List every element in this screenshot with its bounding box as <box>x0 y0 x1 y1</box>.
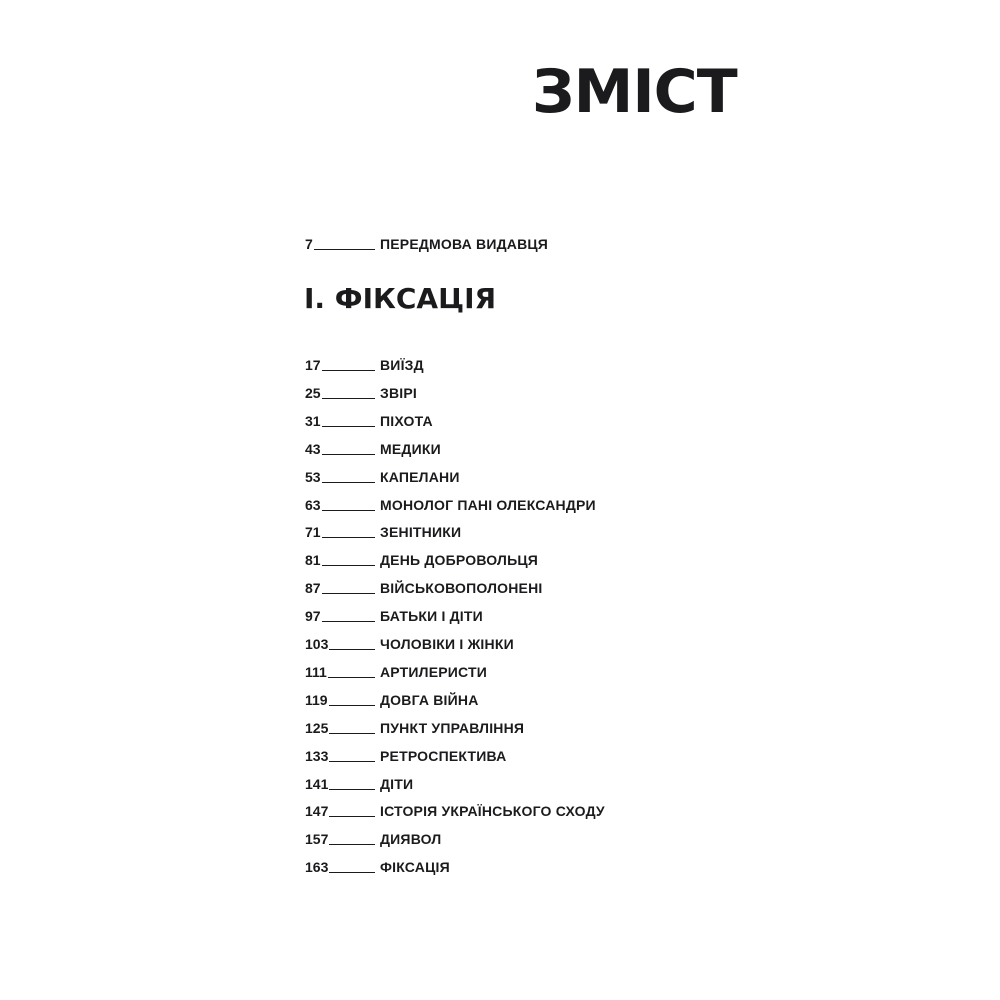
toc-page-number: 25 <box>305 384 321 401</box>
toc-leader-line <box>329 844 375 845</box>
toc-entry-title: ЧОЛОВІКИ І ЖІНКИ <box>380 636 514 652</box>
toc-leader-line <box>329 649 375 650</box>
toc-entry-title: ПЕРЕДМОВА ВИДАВЦЯ <box>380 236 549 252</box>
toc-leader-line <box>322 454 375 455</box>
toc-page-number: 63 <box>305 496 321 513</box>
toc-entry-title: БАТЬКИ І ДІТИ <box>380 608 483 625</box>
toc-entry[interactable] <box>305 522 462 542</box>
toc-entry[interactable] <box>305 439 441 459</box>
toc-leader-line <box>322 621 375 622</box>
toc-entry-title: ВИЇЗД <box>380 357 424 373</box>
toc-page-number: 157 <box>305 831 329 848</box>
toc-page-number: 141 <box>305 775 329 792</box>
toc-entry[interactable] <box>305 355 424 375</box>
toc-leader-line <box>329 816 375 817</box>
toc-entry-title: ДІТИ <box>380 775 414 792</box>
toc-entry[interactable] <box>305 634 514 654</box>
toc-entry-title: МОНОЛОГ ПАНІ ОЛЕКСАНДРИ <box>380 496 596 513</box>
toc-entry-title: РЕТРОСПЕКТИВА <box>380 747 507 764</box>
toc-entry-title: ЗВІРІ <box>380 384 417 401</box>
toc-page-number: 103 <box>305 636 329 652</box>
toc-page-number: 147 <box>305 803 329 820</box>
toc-entry[interactable] <box>305 383 417 403</box>
toc-leader-line <box>329 789 375 790</box>
toc-entry[interactable] <box>305 467 460 487</box>
toc-entry-preface[interactable] <box>305 234 549 254</box>
toc-entry[interactable] <box>305 662 488 682</box>
toc-entry-title: КАПЕЛАНИ <box>380 468 460 485</box>
toc-entry-title: ФІКСАЦІЯ <box>380 859 450 876</box>
toc-page-number: 133 <box>305 747 329 764</box>
toc-leader-line <box>322 370 375 371</box>
toc-entry[interactable] <box>305 411 433 431</box>
toc-entry[interactable] <box>305 746 507 766</box>
toc-leader-line <box>328 677 375 678</box>
toc-entry[interactable] <box>305 774 414 794</box>
toc-entry[interactable] <box>305 857 450 877</box>
toc-entry-title: ІСТОРІЯ УКРАЇНСЬКОГО СХОДУ <box>380 803 605 820</box>
toc-leader-line <box>322 593 375 594</box>
toc-entry-title: ЗЕНІТНИКИ <box>380 524 462 541</box>
toc-entry-title: ВІЙСЬКОВОПОЛОНЕНІ <box>380 580 543 597</box>
toc-page-number: 81 <box>305 552 321 569</box>
toc-entry-title: МЕДИКИ <box>380 440 441 457</box>
toc-page-number: 17 <box>305 357 321 373</box>
toc-entry[interactable] <box>305 606 483 626</box>
toc-leader-line <box>322 482 375 483</box>
toc-entry[interactable] <box>305 801 605 821</box>
page-title: ЗМІСТ <box>532 57 737 127</box>
toc-entry-title: АРТИЛЕРИСТИ <box>380 663 488 680</box>
toc-entry-title: ПІХОТА <box>380 412 433 429</box>
toc-leader-line <box>322 426 375 427</box>
toc-entry-title: ДИЯВОЛ <box>380 831 442 848</box>
toc-leader-line <box>329 761 375 762</box>
toc-page-number: 163 <box>305 859 329 876</box>
toc-leader-line <box>329 872 375 873</box>
toc-page-number: 125 <box>305 719 329 736</box>
toc-entry[interactable] <box>305 550 539 570</box>
toc-page-number: 31 <box>305 412 321 429</box>
toc-entry[interactable] <box>305 690 479 710</box>
toc-leader-line <box>329 705 375 706</box>
toc-entry-title: ДОВГА ВІЙНА <box>380 691 479 708</box>
toc-page-number: 53 <box>305 468 321 485</box>
toc-leader-line <box>322 398 375 399</box>
toc-page-number: 111 <box>305 663 327 680</box>
toc-leader-line <box>329 733 375 734</box>
toc-leader-line <box>314 249 375 250</box>
toc-page-number: 87 <box>305 580 321 597</box>
toc-page-number: 43 <box>305 440 321 457</box>
toc-page-number: 71 <box>305 524 321 541</box>
toc-entry-title: ДЕНЬ ДОБРОВОЛЬЦЯ <box>380 552 539 569</box>
toc-entry[interactable] <box>305 495 596 515</box>
toc-entry[interactable] <box>305 718 525 738</box>
toc-page-number: 97 <box>305 608 321 625</box>
toc-entry[interactable] <box>305 578 543 598</box>
toc-page-number: 7 <box>305 236 313 252</box>
toc-entry[interactable] <box>305 829 442 849</box>
toc-leader-line <box>322 510 375 511</box>
toc-page-number: 119 <box>305 691 328 708</box>
section-title: І. ФІКСАЦІЯ <box>304 282 497 315</box>
toc-leader-line <box>322 537 375 538</box>
toc-entry-title: ПУНКТ УПРАВЛІННЯ <box>380 719 525 736</box>
toc-leader-line <box>322 565 375 566</box>
